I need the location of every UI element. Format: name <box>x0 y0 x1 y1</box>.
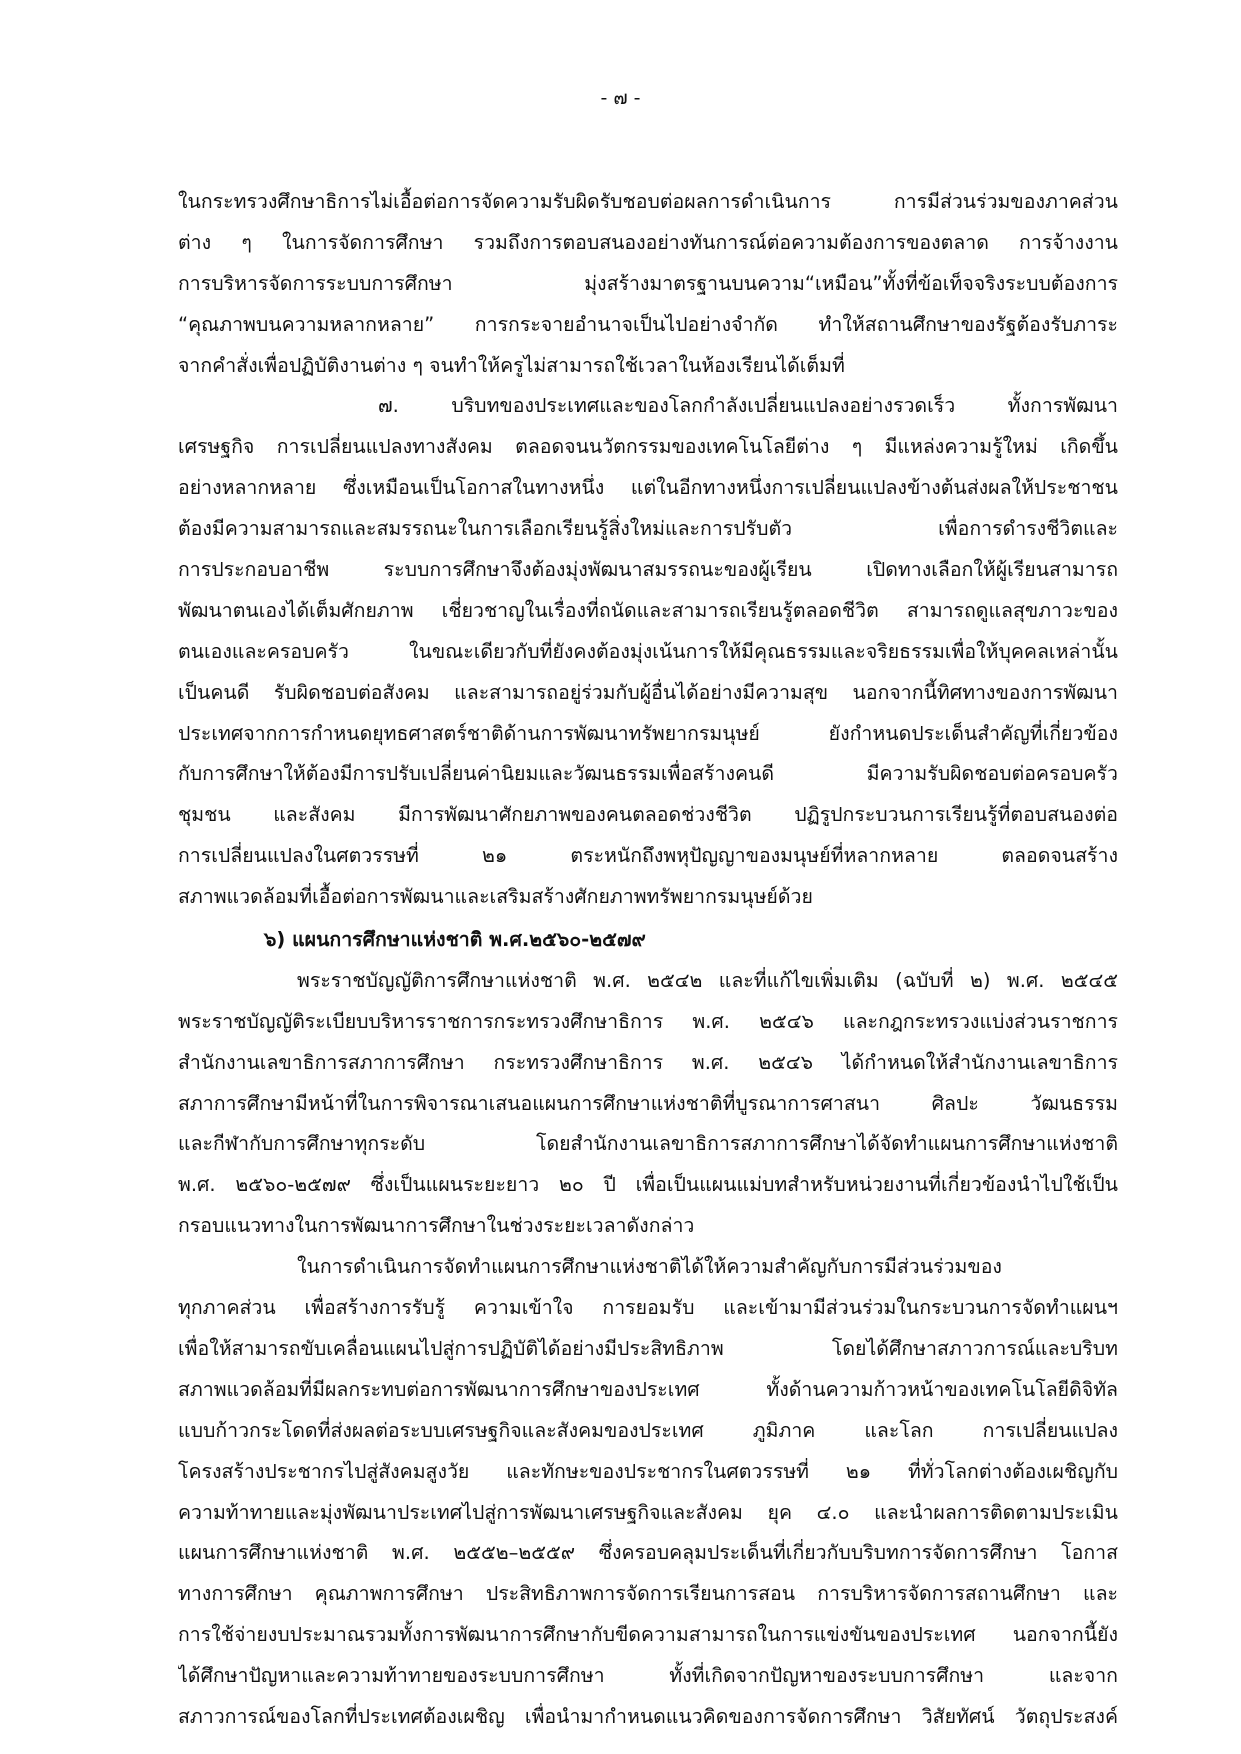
body-line: สภาการศึกษามีหน้าที่ในการพิจารณาเสนอแผนการศึกษาแห่งชาติที่บูรณาการศาสนา ศิลปะ วัฒนธรรม <box>178 1091 1118 1115</box>
body-line: จากคำสั่งเพื่อปฏิบัติงานต่าง ๆ จนทำให้ครูไม่สามารถใช้เวลาในห้องเรียนได้เต็มที่ <box>178 353 845 377</box>
body-line: พ.ศ. ๒๕๖๐-๒๕๗๙ ซึ่งเป็นแผนระยะยาว ๒๐ ปี เพื่อเป็นแผนแม่บทสำหรับหน่วยงานที่เกี่ยวข้องนำไปใช้เป็น <box>178 1173 1118 1197</box>
body-line: กับการศึกษาให้ต้องมีการปรับเปลี่ยนค่านิยมและวัฒนธรรมเพื่อสร้างคนดี มีความรับผิดชอบต่อครอบครัว <box>178 762 1118 786</box>
paragraph-first-line: ในการดำเนินการจัดทำแผนการศึกษาแห่งชาติได้ให้ความสำคัญกับการมีส่วนร่วมของ <box>297 1255 1002 1279</box>
body-line: แบบก้าวกระโดดที่ส่งผลต่อระบบเศรษฐกิจและสังคมของประเทศ ภูมิภาค และโลก การเปลี่ยนแปลง <box>178 1418 1118 1442</box>
body-line: การบริหารจัดการระบบการศึกษา มุ่งสร้างมาตรฐานบนความ“เหมือน”ทั้งที่ข้อเท็จจริงระบบต้องการ <box>178 271 1118 295</box>
body-line: โครงสร้างประชากรไปสู่สังคมสูงวัย และทักษะของประชากรในศตวรรษที่ ๒๑ ที่ทั่วโลกต่างต้องเผชิญกับ <box>178 1459 1118 1483</box>
paragraph-first-line: พระราชบัญญัติการศึกษาแห่งชาติ พ.ศ. ๒๕๔๒ และที่แก้ไขเพิ่มเติม (ฉบับที่ ๒) พ.ศ. ๒๕๔๕ <box>297 968 1118 992</box>
body-line: พัฒนาตนเองได้เต็มศักยภาพ เชี่ยวชาญในเรื่องที่ถนัดและสามารถเรียนรู้ตลอดชีวิต สามารถดูแลสุขภาวะของ <box>178 598 1118 622</box>
body-line: สภาวการณ์ของโลกที่ประเทศต้องเผชิญ เพื่อนำมากำหนดแนวคิดของการจัดการศึกษา วิสัยทัศน์ วัตถุประสงค์ <box>178 1704 1118 1728</box>
body-line: ต้องมีความสามารถและสมรรถนะในการเลือกเรียนรู้สิ่งใหม่และการปรับตัว เพื่อการดำรงชีวิตและ <box>178 517 1118 541</box>
body-line: ในกระทรวงศึกษาธิการไม่เอื้อต่อการจัดความรับผิดรับชอบต่อผลการดำเนินการ การมีส่วนร่วมของภาคส่วน <box>178 190 1118 213</box>
item-7-first-line: ๗. บริบทของประเทศและของโลกกำลังเปลี่ยนแปลงอย่างรวดเร็ว ทั้งการพัฒนา <box>378 394 1118 418</box>
body-line: สภาพแวดล้อมที่เอื้อต่อการพัฒนาและเสริมสร้างศักยภาพทรัพยากรมนุษย์ด้วย <box>178 885 813 909</box>
section-heading: ๖) แผนการศึกษาแห่งชาติ พ.ศ.๒๕๖๐-๒๕๗๙ <box>264 928 646 952</box>
body-line: แผนการศึกษาแห่งชาติ พ.ศ. ๒๕๕๒–๒๕๕๙ ซึ่งครอบคลุมประเด็นที่เกี่ยวกับบริบทการจัดการศึกษา โอกาส <box>178 1541 1118 1565</box>
body-line: ประเทศจากการกำหนดยุทธศาสตร์ชาติด้านการพัฒนาทรัพยากรมนุษย์ ยังกำหนดประเด็นสำคัญที่เกี่ยวข้อง <box>178 721 1118 745</box>
body-line: และกีฬากับการศึกษาทุกระดับ โดยสำนักงานเลขาธิการสภาการศึกษาได้จัดทำแผนการศึกษาแห่งชาติ <box>178 1132 1118 1156</box>
body-line: เพื่อให้สามารถขับเคลื่อนแผนไปสู่การปฏิบัติได้อย่างมีประสิทธิภาพ โดยได้ศึกษาสภาวการณ์และบริบท <box>178 1336 1118 1360</box>
body-line: ตนเองและครอบครัว ในขณะเดียวกับที่ยังคงต้องมุ่งเน้นการให้มีคุณธรรมและจริยธรรมเพื่อให้บุคคลเหล่านั้น <box>178 639 1118 663</box>
body-line: สำนักงานเลขาธิการสภาการศึกษา กระทรวงศึกษาธิการ พ.ศ. ๒๕๔๖ ได้กำหนดให้สำนักงานเลขาธิการ <box>178 1050 1118 1074</box>
page-number: - ๗ - <box>600 87 641 109</box>
document-body <box>178 182 1118 1738</box>
body-line: การเปลี่ยนแปลงในศตวรรษที่ ๒๑ ตระหนักถึงพหุปัญญาของมนุษย์ที่หลากหลาย ตลอดจนสร้าง <box>178 844 1118 868</box>
body-line: ได้ศึกษาปัญหาและความท้าทายของระบบการศึกษา ทั้งที่เกิดจากปัญหาของระบบการศึกษา และจาก <box>178 1664 1118 1688</box>
body-line: ทางการศึกษา คุณภาพการศึกษา ประสิทธิภาพการจัดการเรียนการสอน การบริหารจัดการสถานศึกษา และ <box>178 1582 1118 1606</box>
body-line: สภาพแวดล้อมที่มีผลกระทบต่อการพัฒนาการศึกษาของประเทศ ทั้งด้านความก้าวหน้าของเทคโนโลยีดิจิทัล <box>178 1377 1118 1401</box>
body-line: เป็นคนดี รับผิดชอบต่อสังคม และสามารถอยู่ร่วมกับผู้อื่นได้อย่างมีความสุข นอกจากนี้ทิศทางของการพัฒนา <box>178 680 1118 704</box>
body-line: “คุณภาพบนความหลากหลาย” การกระจายอำนาจเป็นไปอย่างจำกัด ทำให้สถานศึกษาของรัฐต้องรับภาระ <box>178 312 1118 336</box>
body-line: ต่าง ๆ ในการจัดการศึกษา รวมถึงการตอบสนองอย่างทันการณ์ต่อความต้องการของตลาด การจ้างงาน <box>178 230 1118 254</box>
body-line: ชุมชน และสังคม มีการพัฒนาศักยภาพของคนตลอดช่วงชีวิต ปฏิรูปกระบวนการเรียนรู้ที่ตอบสนองต่อ <box>178 803 1118 827</box>
body-line: อย่างหลากหลาย ซึ่งเหมือนเป็นโอกาสในทางหนึ่ง แต่ในอีกทางหนึ่งการเปลี่ยนแปลงข้างต้นส่งผลให้ประชาชน <box>178 476 1118 500</box>
body-line: พระราชบัญญัติระเบียบบริหารราชการกระทรวงศึกษาธิการ พ.ศ. ๒๕๔๖ และกฎกระทรวงแบ่งส่วนราชการ <box>178 1009 1118 1033</box>
body-line: เศรษฐกิจ การเปลี่ยนแปลงทางสังคม ตลอดจนนวัตกรรมของเทคโนโลยีต่าง ๆ มีแหล่งความรู้ใหม่ เกิดขึ้น <box>178 435 1118 459</box>
body-line: ความท้าทายและมุ่งพัฒนาประเทศไปสู่การพัฒนาเศรษฐกิจและสังคม ยุค ๔.๐ และนำผลการติดตามประเมิน <box>178 1500 1118 1524</box>
body-line: กรอบแนวทางในการพัฒนาการศึกษาในช่วงระยะเวลาดังกล่าว <box>178 1214 695 1238</box>
body-line: การใช้จ่ายงบประมาณรวมทั้งการพัฒนาการศึกษากับขีดความสามารถในการแข่งขันของประเทศ นอกจากนี้ยัง <box>178 1623 1118 1647</box>
body-line: ทุกภาคส่วน เพื่อสร้างการรับรู้ ความเข้าใจ การยอมรับ และเข้ามามีส่วนร่วมในกระบวนการจัดทำแผนฯ <box>178 1296 1118 1320</box>
body-line: การประกอบอาชีพ ระบบการศึกษาจึงต้องมุ่งพัฒนาสมรรถนะของผู้เรียน เปิดทางเลือกให้ผู้เรียนสามารถ <box>178 558 1118 582</box>
